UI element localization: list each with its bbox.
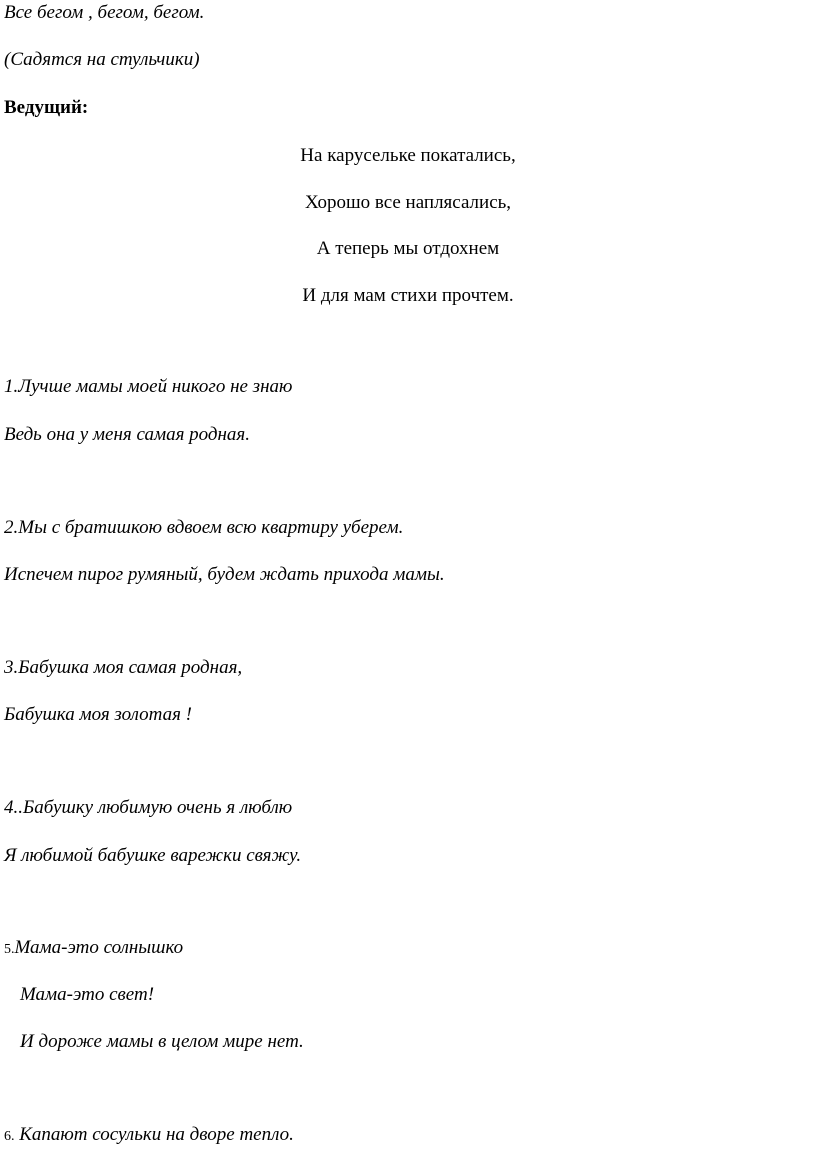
poem-2-line-2: Испечем пирог румяный, будем ждать прихода мамы. (4, 564, 445, 585)
poem-6-line-1 (4, 1124, 294, 1148)
poem-5-line-1 (4, 937, 183, 961)
poem-1-line-1: 1.Лучше мамы моей никого не знаю (4, 376, 293, 397)
poem-5-line-1-text: Мама-это солнышко (14, 937, 184, 958)
stage-direction: (Садятся на стульчики) (4, 49, 200, 70)
text-line-run: Все бегом , бегом, бегом. (4, 2, 205, 23)
verse-line-4: И для мам стихи прочтем. (302, 285, 514, 306)
poem-1-line-2: Ведь она у меня самая родная. (4, 424, 251, 445)
verse-line-1: На карусельке покатались, (300, 145, 516, 166)
poem-5-number: 5. (4, 942, 15, 957)
poem-3-line-1: 3.Бабушка моя самая родная, (4, 657, 243, 678)
poem-4-line-2: Я любимой бабушке варежки свяжу. (4, 845, 302, 866)
poem-6-number: 6. (4, 1129, 15, 1144)
poem-2-line-1: 2.Мы с братишкою вдвоем всю квартиру уберем. (4, 517, 404, 538)
verse-line-3: А теперь мы отдохнем (316, 238, 500, 259)
poem-5-line-3: И дороже мамы в целом мире нет. (20, 1031, 304, 1052)
poem-6-line-1-text: Капают сосульки на дворе тепло. (14, 1124, 294, 1145)
speaker-label: Ведущий: (4, 97, 89, 118)
poem-4-line-1: 4..Бабушку любимую очень я люблю (4, 797, 293, 818)
poem-5-line-2: Мама-это свет! (20, 984, 155, 1005)
verse-line-2: Хорошо все наплясались, (304, 192, 512, 213)
poem-3-line-2: Бабушка моя золотая ! (4, 704, 192, 725)
